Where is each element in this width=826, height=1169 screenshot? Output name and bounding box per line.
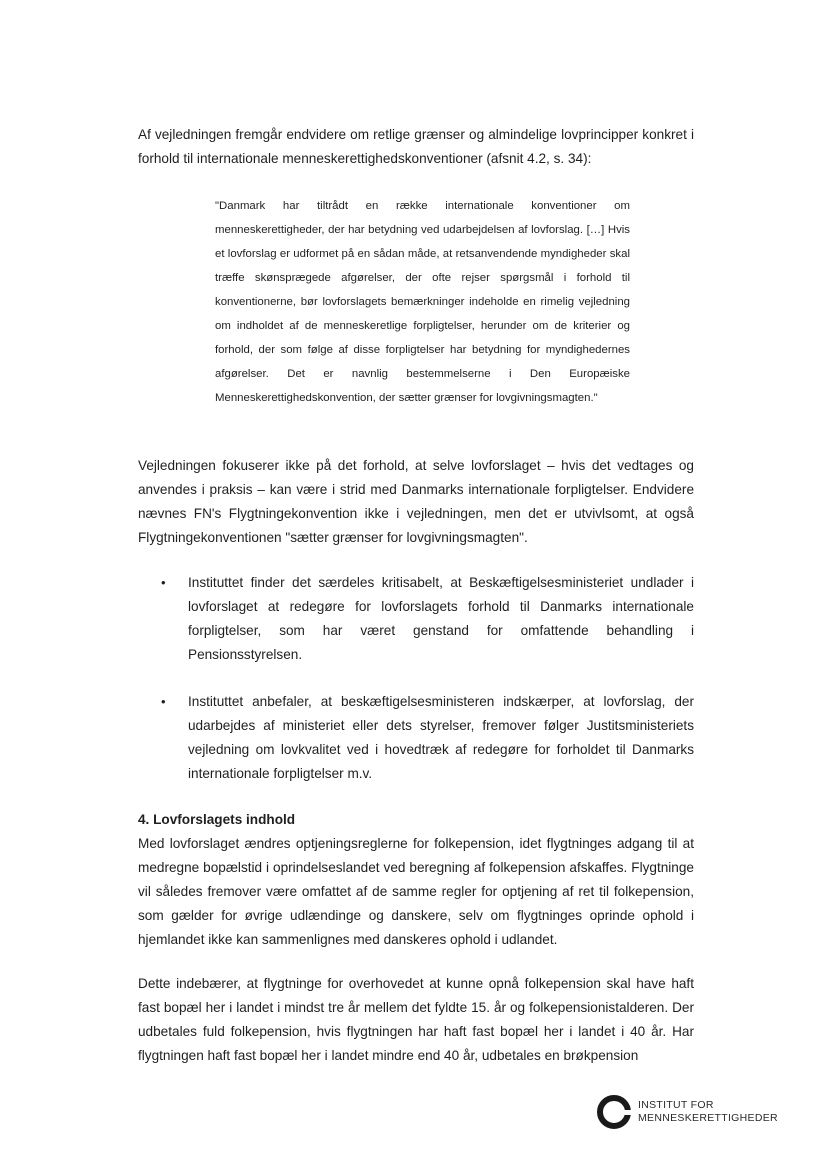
logo-line-2: MENNESKERETTIGHEDER xyxy=(638,1112,778,1124)
logo-line-1: INSTITUT FOR xyxy=(638,1099,714,1111)
consequence-paragraph: Dette indebærer, at flygtninge for overhovedet at kunne opnå folkepension skal have haft fast bopæl her i landet i mindst tre år mellem det fyldte 15. år og folkepensionistalderen. Der udbetales fuld folkepension, hvis flygtningen har haft fast bopæl her i landet i 40 år. Har flygtningen haft fast bopæl her i landet mindre end 40 år, udbetales en brøkpension xyxy=(138,976,694,1063)
intro-paragraph: Af vejledningen fremgår endvidere om retlige grænser og almindelige lovprincipper konkret i forhold til internationale menneskerettighedskonventioner (afsnit 4.2, s. 34): xyxy=(138,127,694,166)
analysis-paragraph: Vejledningen fokuserer ikke på det forhold, at selve lovforslaget – hvis det vedtages og anvendes i praksis – kan være i strid med Danmarks internationale forpligtelser. Endvidere nævnes FN's Flygtningekonvention ikke i vejledningen, men det er utvivlsomt, at også Flygtningekonventionen "sætter grænser for lovgivningsmagten". xyxy=(138,458,694,545)
institute-logo xyxy=(596,1094,796,1134)
block-quote: "Danmark har tiltrådt en række internationale konventioner om menneskerettigheder, der har betydning ved udarbejdelsen af lovforslag. […] Hvis et lovforslag er udformet på en sådan måde, at retsanvendende myndigheder skal træffe skønsprægede afgørelser, der ofte rejser spørgsmål i forhold til konventionerne, bør lovforslagets bemærkninger indeholde en rimelig vejledning om indholdet af de menneskeretlige forpligtelser, herunder om de kriterier og forhold, der som følge af disse forpligtelser har betydning for myndighedernes afgørelser. Det er navnlig bestemmelserne i Den Europæiske Menneskerettighedskonvention, der sætter grænser for lovgivningsmagten." xyxy=(215,200,630,404)
bullet-item-recommendation: Instituttet anbefaler, at beskæftigelsesministeren indskærper, at lovforslag, der udarbejdes af ministeriet eller dets styrelser, fremover følger Justitsministeriets vejledning om lovkvalitet ved i hovedtræk af redegøre for forholdet til Danmarks internationale forpligtelser m.v. xyxy=(188,694,694,781)
section-heading: 4. Lovforslagets indhold xyxy=(138,812,296,827)
logo-wordmark xyxy=(638,1099,778,1125)
bullet-marker: • xyxy=(161,575,166,590)
bullet-item-criticism: Instituttet finder det særdeles kritisabelt, at Beskæftigelsesministeriet undlader i lovforslaget at redegøre for lovforslagets forhold til Danmarks internationale forpligtelser, som har været genstand for omfattende behandling i Pensionsstyrelsen. xyxy=(188,575,694,662)
content-paragraph: Med lovforslaget ændres optjeningsreglerne for folkepension, idet flygtninges adgang til at medregne bopælstid i oprindelseslandet ved beregning af folkepension afskaffes. Flygtninge vil således fremover være omfattet af de samme regler for optjening af ret til folkepension, som gælder for øvrige udlændinge og danskere, selv om flygtninges oprinde ophold i hjemlandet ikke kan sammenlignes med danskeres ophold i udlandet. xyxy=(138,836,694,947)
ring-logo-icon xyxy=(596,1094,632,1130)
bullet-marker: • xyxy=(161,694,166,709)
